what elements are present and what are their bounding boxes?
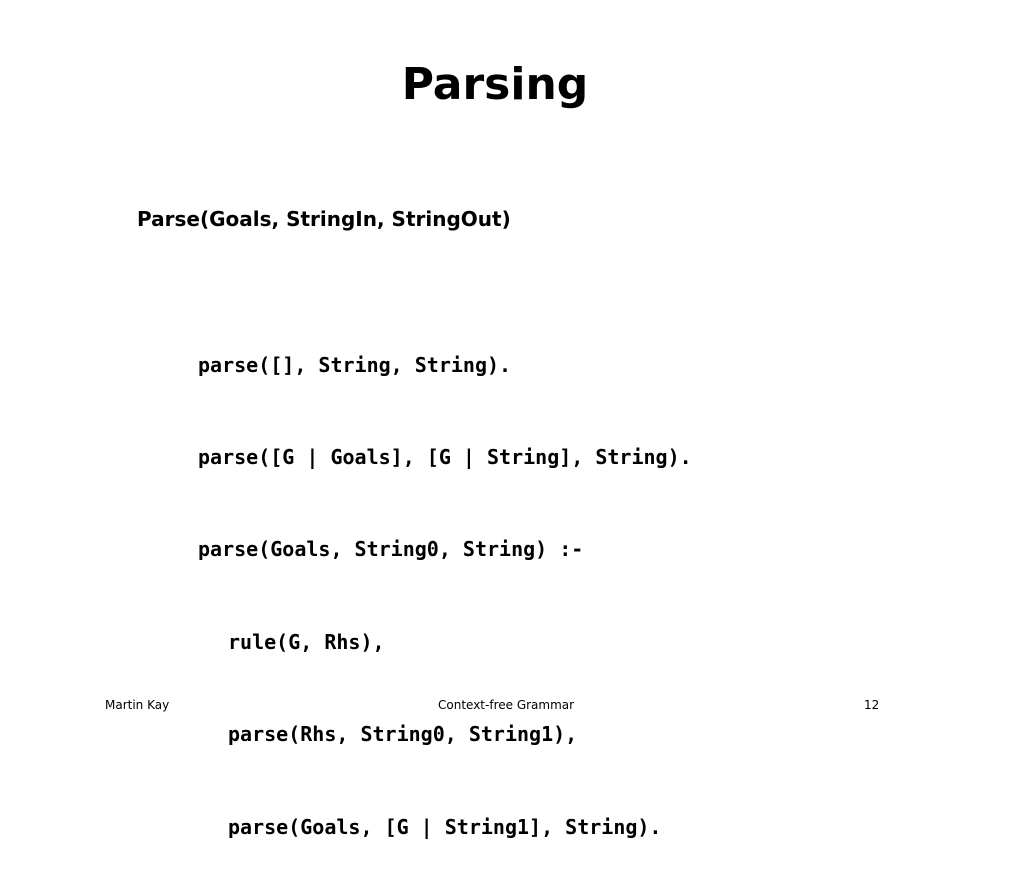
code-line-4: rule(G, Rhs), bbox=[228, 629, 385, 654]
footer-topic: Context-free Grammar bbox=[438, 698, 575, 712]
code-line-5: parse(Rhs, String0, String1), bbox=[228, 722, 578, 747]
prolog-code-block bbox=[198, 288, 692, 873]
footer-author: Martin Kay bbox=[105, 698, 170, 712]
code-line-6: parse(Goals, [G | String1], String). bbox=[228, 814, 662, 839]
code-line-1: parse([], String, String). bbox=[198, 352, 512, 377]
code-line-3: parse(Goals, String0, String) :- bbox=[198, 537, 584, 562]
code-line-2: parse([G | Goals], [G | String], String). bbox=[198, 444, 692, 469]
slide-title: Parsing bbox=[401, 59, 589, 110]
parse-signature: Parse(Goals, StringIn, StringOut) bbox=[137, 207, 511, 231]
footer-page-number: 12 bbox=[864, 698, 880, 712]
